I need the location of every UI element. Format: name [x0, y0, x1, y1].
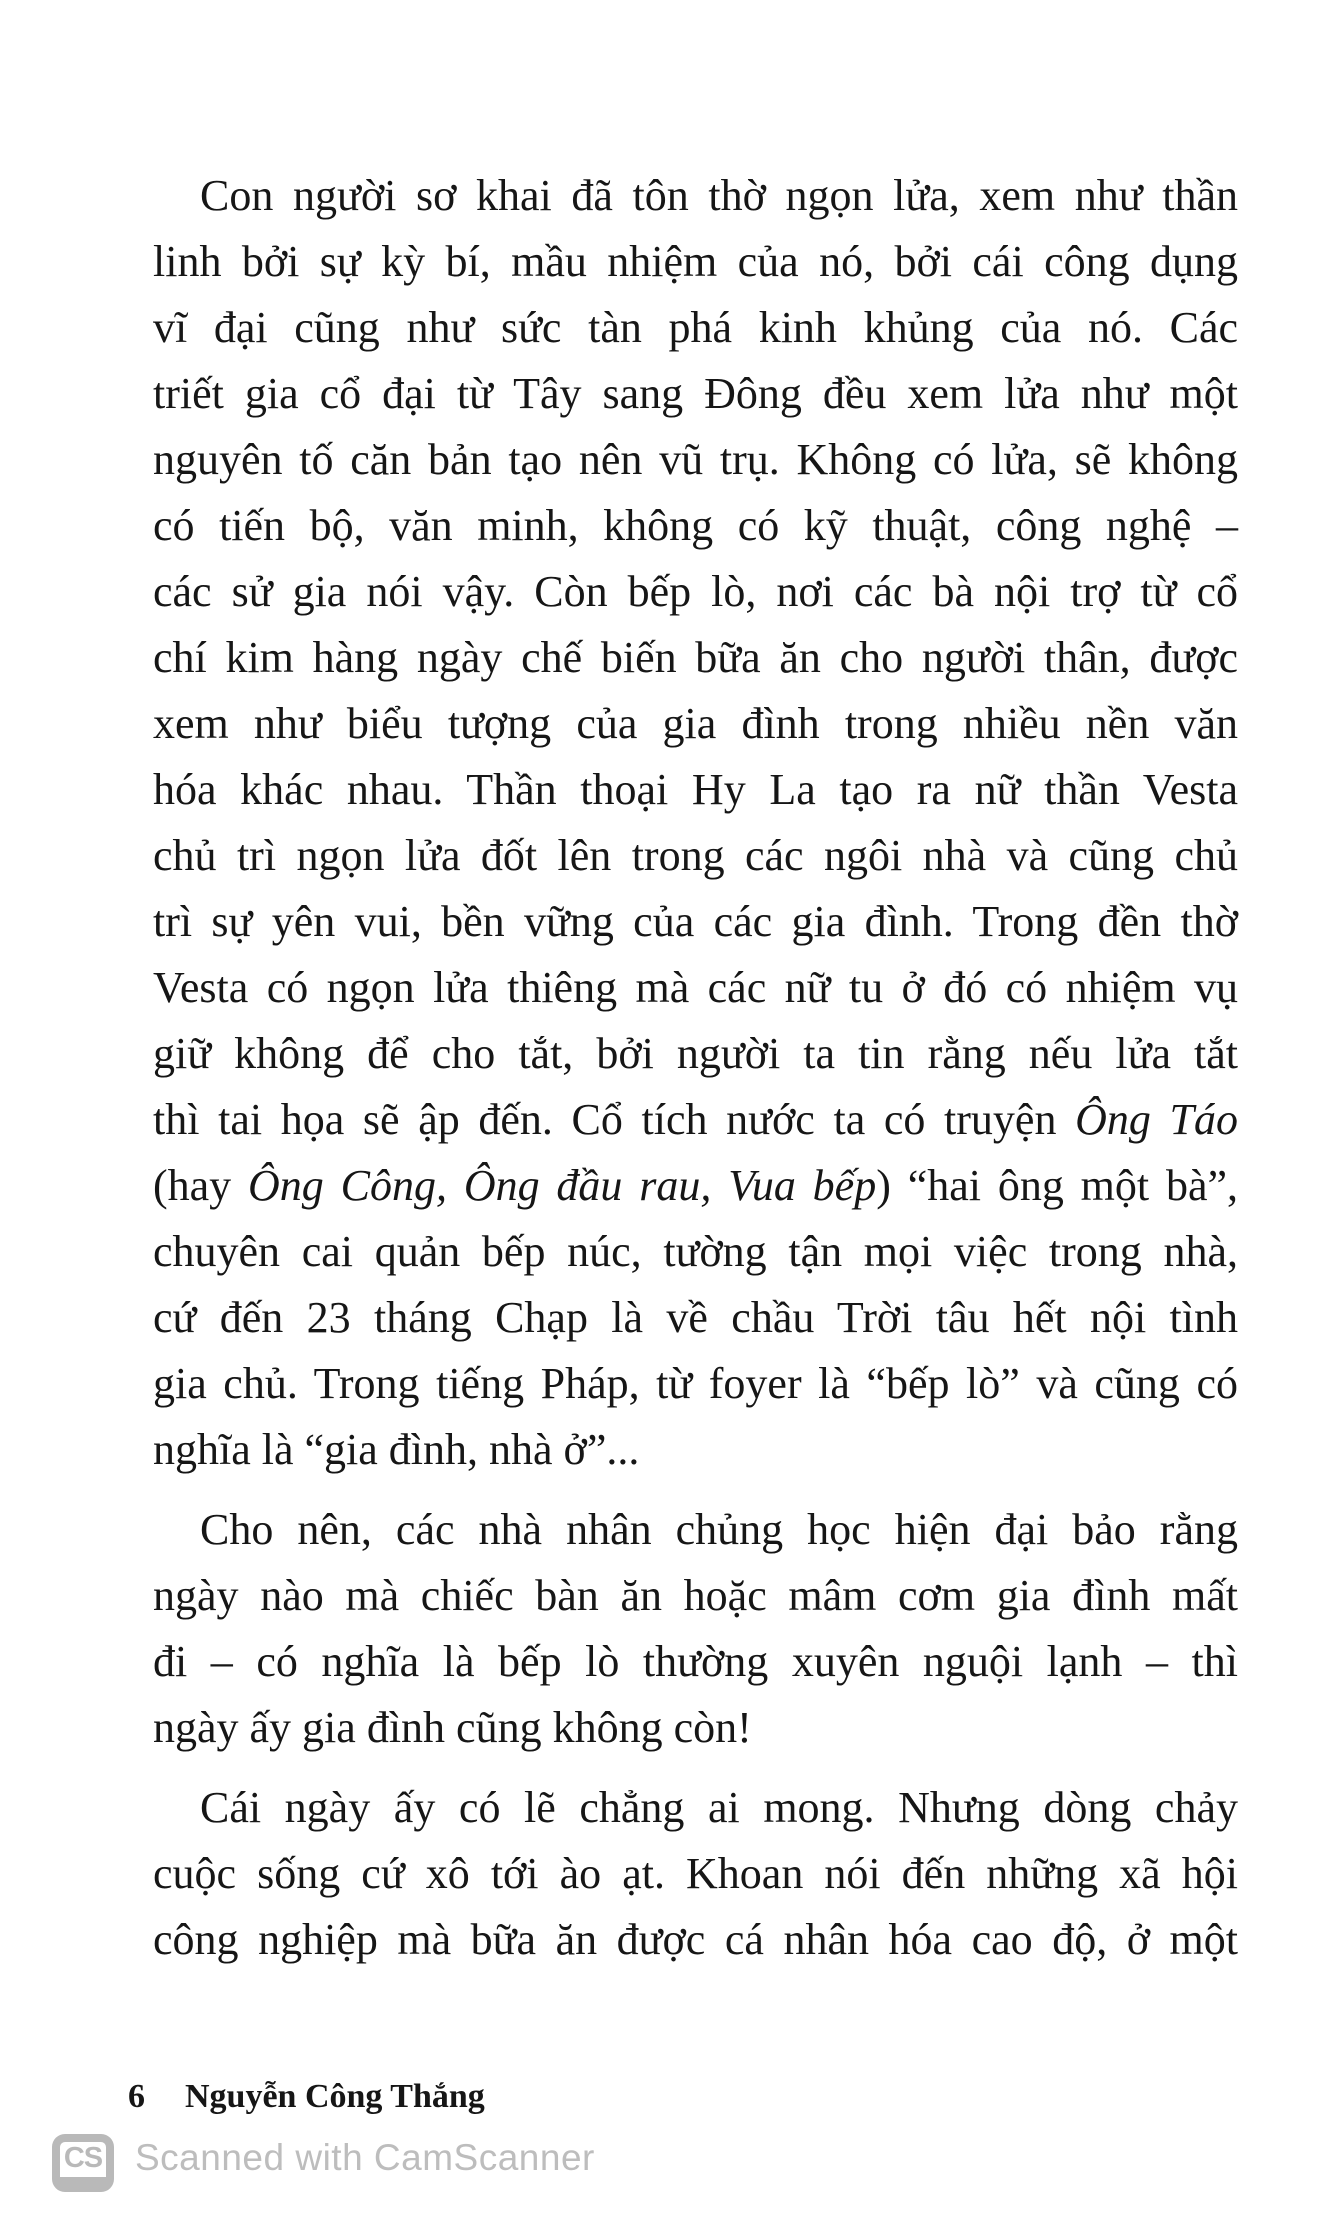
- text-segment: Vesta có ngọn lửa thiêng mà các nữ tu ở đó có nhiệm vụ: [153, 963, 1238, 1012]
- text-line: [153, 559, 1238, 625]
- text-segment: xem như biểu tượng của gia đình trong nhiều nền văn: [153, 699, 1238, 748]
- text-line: [153, 163, 1238, 229]
- text-line: [153, 955, 1238, 1021]
- paragraph: [153, 163, 1238, 1483]
- paragraph: [153, 1497, 1238, 1761]
- text-line: [153, 1907, 1238, 1973]
- text-segment: thì tai họa sẽ ập đến. Cổ tích nước ta có truyện: [153, 1095, 1076, 1144]
- text-line: [153, 361, 1238, 427]
- text-segment: hóa khác nhau. Thần thoại Hy La tạo ra nữ thần Vesta: [153, 765, 1238, 814]
- text-segment: nghĩa là “gia đình, nhà ở”...: [153, 1425, 640, 1474]
- text-line: [153, 1695, 1238, 1761]
- text-line: [153, 1285, 1238, 1351]
- text-line: [153, 1021, 1238, 1087]
- text-segment: cuộc sống cứ xô tới ào ạt. Khoan nói đến những xã hội: [153, 1849, 1238, 1898]
- italic-text-segment: Ông Táo: [1075, 1095, 1239, 1144]
- text-line: [153, 1417, 1238, 1483]
- text-segment: ngày ấy gia đình cũng không còn!: [153, 1703, 752, 1752]
- camscanner-logo-icon: [52, 2134, 114, 2192]
- text-segment: công nghiệp mà bữa ăn được cá nhân hóa cao độ, ở một: [153, 1915, 1238, 1964]
- text-segment: chủ trì ngọn lửa đốt lên trong các ngôi nhà và cũng chủ: [153, 831, 1238, 880]
- text-segment: cứ đến 23 tháng Chạp là về chầu Trời tâu hết nội tình: [153, 1293, 1238, 1342]
- text-line: [153, 1841, 1238, 1907]
- text-line: [153, 691, 1238, 757]
- text-line: [153, 889, 1238, 955]
- text-segment: nguyên tố căn bản tạo nên vũ trụ. Không có lửa, sẽ không: [153, 435, 1238, 484]
- text-segment: chí kim hàng ngày chế biến bữa ăn cho người thân, được: [153, 633, 1238, 682]
- text-segment: trì sự yên vui, bền vững của các gia đình. Trong đền thờ: [153, 897, 1238, 946]
- watermark-label: Scanned with CamScanner: [135, 2137, 595, 2178]
- text-line: [153, 1629, 1238, 1695]
- text-line: [153, 757, 1238, 823]
- text-line: [153, 493, 1238, 559]
- text-line: [153, 1563, 1238, 1629]
- camscanner-watermark: [52, 2134, 595, 2192]
- page-number: 6: [128, 2078, 145, 2115]
- text-segment: chuyên cai quản bếp núc, tường tận mọi việc trong nhà,: [153, 1227, 1238, 1276]
- author-name: Nguyễn Công Thắng: [185, 2078, 485, 2115]
- text-segment: ) “hai ông một bà”,: [876, 1161, 1239, 1210]
- text-line: [153, 1775, 1238, 1841]
- text-segment: gia chủ. Trong tiếng Pháp, từ foyer là “bếp lò” và cũng có: [153, 1359, 1238, 1408]
- text-line: [153, 427, 1238, 493]
- text-line: [153, 1351, 1238, 1417]
- text-line: [153, 1153, 1238, 1219]
- paragraph: [153, 1775, 1238, 1973]
- text-segment: đi – có nghĩa là bếp lò thường xuyên nguội lạnh – thì: [153, 1637, 1238, 1686]
- text-line: [153, 1219, 1238, 1285]
- text-line: [153, 823, 1238, 889]
- camscanner-logo-text: CS: [63, 2142, 103, 2174]
- text-segment: giữ không để cho tắt, bởi người ta tin rằng nếu lửa tắt: [153, 1029, 1238, 1078]
- page-text: [153, 163, 1238, 1973]
- page-footer: [128, 2078, 485, 2116]
- text-line: [153, 1497, 1238, 1563]
- text-line: [153, 295, 1238, 361]
- text-line: [153, 229, 1238, 295]
- text-line: [153, 625, 1238, 691]
- text-segment: (hay: [153, 1161, 249, 1210]
- text-segment: Cho nên, các nhà nhân chủng học hiện đại bảo rằng: [200, 1505, 1238, 1554]
- text-segment: linh bởi sự kỳ bí, mầu nhiệm của nó, bởi cái công dụng: [153, 237, 1238, 286]
- text-segment: triết gia cổ đại từ Tây sang Đông đều xem lửa như một: [153, 369, 1238, 418]
- text-segment: các sử gia nói vậy. Còn bếp lò, nơi các bà nội trợ từ cổ: [153, 567, 1238, 616]
- text-segment: ngày nào mà chiếc bàn ăn hoặc mâm cơm gia đình mất: [153, 1571, 1238, 1620]
- text-segment: Con người sơ khai đã tôn thờ ngọn lửa, xem như thần: [200, 171, 1238, 220]
- text-segment: Cái ngày ấy có lẽ chẳng ai mong. Nhưng dòng chảy: [200, 1783, 1238, 1832]
- text-line: [153, 1087, 1238, 1153]
- italic-text-segment: Ông Công, Ông đầu rau, Vua bếp: [248, 1161, 877, 1210]
- text-segment: vĩ đại cũng như sức tàn phá kinh khủng của nó. Các: [153, 303, 1238, 352]
- text-segment: có tiến bộ, văn minh, không có kỹ thuật, công nghệ –: [153, 501, 1238, 550]
